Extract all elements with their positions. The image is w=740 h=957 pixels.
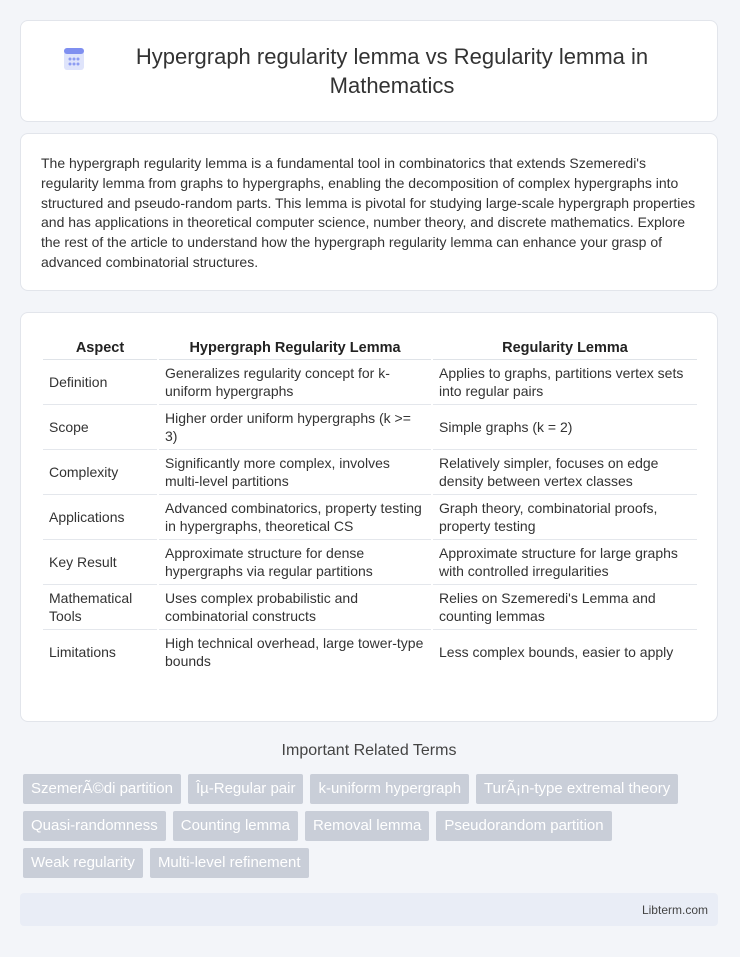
table-row — [43, 360, 697, 405]
related-term-tag[interactable]: Quasi-randomness — [23, 811, 166, 841]
row-hypergraph: Higher order uniform hypergraphs (k >= 3) — [159, 405, 431, 450]
header-regularity: Regularity Lemma — [433, 333, 697, 360]
table-row — [43, 495, 697, 540]
comparison-table — [41, 333, 699, 674]
row-aspect: Complexity — [43, 450, 157, 495]
row-regularity: Relies on Szemeredi's Lemma and counting lemmas — [433, 585, 697, 630]
row-regularity: Relatively simpler, focuses on edge density between vertex classes — [433, 450, 697, 495]
row-aspect: Mathematical Tools — [43, 585, 157, 630]
table-row — [43, 585, 697, 630]
table-row — [43, 450, 697, 495]
row-regularity: Simple graphs (k = 2) — [433, 405, 697, 450]
intro-card — [20, 133, 718, 291]
footer-site-link[interactable]: Libterm.com — [641, 902, 708, 917]
intro-paragraph: The hypergraph regularity lemma is a fundamental tool in combinatorics that extends Szemeredi's regularity lemma from graphs to hypergraphs, enabling the decomposition of complex hypergraphs into structured and pseudo-random parts. This lemma is pivotal for studying large-scale hypergraph properties and has applications in theoretical computer science, number theory, and discrete mathematics. Explore the rest of the article to understand how the hypergraph regularity lemma can enhance your grasp of advanced combinatorial structures. — [41, 155, 696, 270]
table-row — [43, 405, 697, 450]
row-hypergraph: Uses complex probabilistic and combinatorial constructs — [159, 585, 431, 630]
title-card — [20, 20, 718, 122]
header-hypergraph: Hypergraph Regularity Lemma — [159, 333, 431, 360]
related-term-tag[interactable]: Counting lemma — [173, 811, 298, 841]
row-hypergraph: Approximate structure for dense hypergraphs via regular partitions — [159, 540, 431, 585]
row-aspect: Applications — [43, 495, 157, 540]
row-regularity: Approximate structure for large graphs with controlled irregularities — [433, 540, 697, 585]
row-hypergraph: Advanced combinatorics, property testing in hypergraphs, theoretical CS — [159, 495, 431, 540]
row-aspect: Limitations — [49, 644, 116, 660]
related-term-tag[interactable]: SzemerÃ©di partition — [23, 774, 181, 804]
related-terms-title: Important Related Terms — [281, 742, 457, 759]
comparison-card — [20, 312, 718, 722]
row-hypergraph: High technical overhead, large tower-type bounds — [165, 635, 424, 669]
footer — [20, 893, 718, 926]
document-icon — [61, 46, 87, 72]
header-aspect: Aspect — [43, 333, 157, 360]
row-regularity: Less complex bounds, easier to apply — [439, 644, 674, 660]
related-term-tag[interactable]: Removal lemma — [305, 811, 429, 841]
page-title: Hypergraph regularity lemma vs Regularity lemma in Mathematics — [135, 44, 649, 98]
related-term-tag[interactable]: TurÃ¡n-type extremal theory — [476, 774, 678, 804]
row-aspect: Definition — [43, 360, 157, 405]
related-terms-tags — [20, 774, 718, 878]
related-term-tag[interactable]: k-uniform hypergraph — [310, 774, 469, 804]
table-row — [43, 630, 697, 674]
row-aspect: Key Result — [43, 540, 157, 585]
row-regularity: Applies to graphs, partitions vertex sets into regular pairs — [433, 360, 697, 405]
related-term-tag[interactable]: Pseudorandom partition — [436, 811, 611, 841]
row-regularity: Graph theory, combinatorial proofs, property testing — [433, 495, 697, 540]
row-hypergraph: Significantly more complex, involves multi-level partitions — [159, 450, 431, 495]
row-hypergraph: Generalizes regularity concept for k-uniform hypergraphs — [159, 360, 431, 405]
related-term-tag[interactable]: Multi-level refinement — [150, 848, 309, 878]
table-row — [43, 540, 697, 585]
table-header-row — [43, 333, 697, 360]
related-terms-section — [20, 742, 718, 878]
related-term-tag[interactable]: Weak regularity — [23, 848, 143, 878]
row-aspect: Scope — [43, 405, 157, 450]
related-term-tag[interactable]: Îµ-Regular pair — [188, 774, 304, 804]
